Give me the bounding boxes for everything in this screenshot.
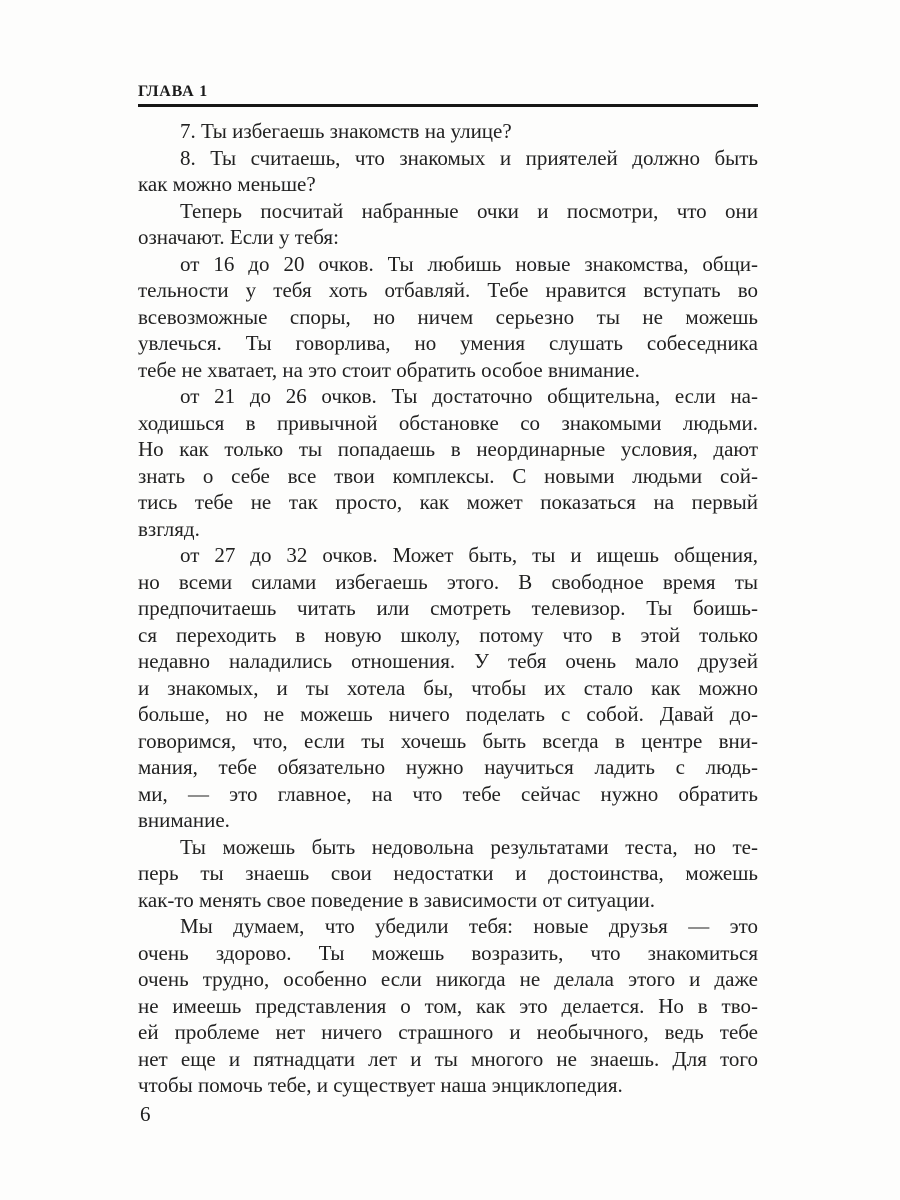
text-line: мания, тебе обязательно нужно научиться ладить с людь-: [138, 755, 758, 779]
text-line: от 21 до 26 очков. Ты достаточно общительна, если на-: [180, 384, 758, 408]
text-line: Мы думаем, что убедили тебя: новые друзья — это: [180, 914, 758, 938]
text-line: от 16 до 20 очков. Ты любишь новые знакомства, общи-: [180, 251, 758, 276]
text-line: больше, но не можешь ничего поделать с собой. Давай до-: [138, 702, 758, 726]
text-line: ходишься в привычной обстановке со знакомыми людьми.: [138, 410, 758, 435]
text-line: очень здорово. Ты можешь возразить, что знакомиться: [138, 940, 758, 965]
text-line: Ты можешь быть недовольна результатами теста, но те-: [180, 834, 758, 859]
text-line: как-то менять свое поведение в зависимости от ситуации.: [138, 887, 656, 912]
text-line: взгляд.: [138, 516, 200, 541]
text-line: но всеми силами избегаешь этого. В свободное время ты: [138, 569, 758, 594]
text-line: ся переходить в новую школу, потому что в этой только: [138, 622, 758, 647]
text-line: предпочитаешь читать или смотреть телевизор. Ты боишь-: [138, 596, 758, 620]
text-line: Теперь посчитай набранные очки и посмотри, что они: [180, 198, 758, 223]
text-line: увлечься. Ты говорлива, но умения слушать собеседника: [138, 331, 758, 355]
text-column: [138, 84, 758, 1099]
text-line: не имеешь представления о том, как это делается. Но в тво-: [138, 993, 758, 1018]
text-line: от 27 до 32 очков. Может быть, ты и ищешь общения,: [180, 543, 758, 567]
text-line: очень трудно, особенно если никогда не делала этого и даже: [138, 967, 758, 991]
text-line: как можно меньше?: [138, 172, 316, 196]
text-line: и знакомых, и ты хотела бы, чтобы их стало как можно: [138, 675, 758, 700]
text-line: тись тебе не так просто, как может показаться на первый: [138, 490, 758, 514]
text-line: знать о себе все твои комплексы. С новыми людьми сой-: [138, 463, 758, 488]
text-line: 8. Ты считаешь, что знакомых и приятелей должно быть: [180, 145, 758, 170]
text-line: недавно наладились отношения. У тебя очень мало друзей: [138, 649, 758, 673]
text-line: 7. Ты избегаешь знакомств на улице?: [180, 119, 512, 143]
text-line: внимание.: [138, 808, 230, 832]
chapter-header: [138, 84, 758, 107]
page-number: 6: [140, 1102, 151, 1126]
text-line: всевозможные споры, но ничем серьезно ты не можешь: [138, 304, 758, 329]
text-line: Но как только ты попадаешь в неординарные условия, дают: [138, 437, 758, 461]
chapter-title: ГЛАВА 1: [138, 83, 209, 100]
text-line: перь ты знаешь свои недостатки и достоинства, можешь: [138, 861, 758, 885]
text-line: означают. Если у тебя:: [138, 225, 339, 249]
text-line: тельности у тебя хоть отбавляй. Тебе нравится вступать во: [138, 278, 758, 302]
text-line: чтобы помочь тебе, и существует наша энциклопедия.: [138, 1073, 623, 1097]
text-line: нет еще и пятнадцати лет и ты многого не знаешь. Для того: [138, 1046, 758, 1071]
text-line: ей проблеме нет ничего страшного и необычного, ведь тебе: [138, 1020, 758, 1044]
page-body: [138, 118, 758, 1099]
text-line: ми, — это главное, на что тебе сейчас нужно обратить: [138, 781, 758, 806]
text-line: говоримся, что, если ты хочешь быть всегда в центре вни-: [138, 728, 758, 753]
text-line: тебе не хватает, на это стоит обратить особое внимание.: [138, 357, 640, 382]
